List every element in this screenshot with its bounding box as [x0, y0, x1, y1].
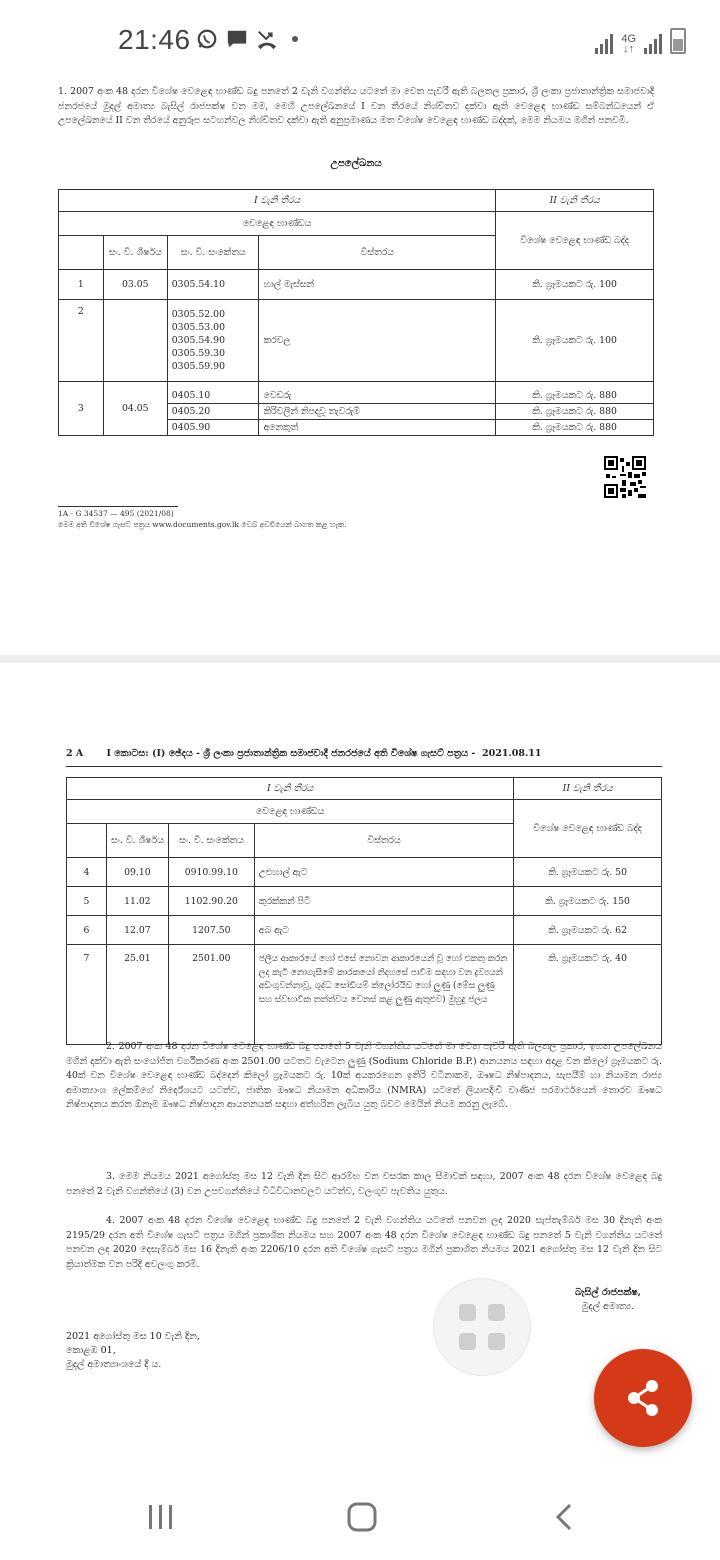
status-time: 21:46	[118, 24, 191, 55]
page-grid-button[interactable]	[434, 1279, 530, 1375]
row-code: 1207.50	[168, 916, 254, 945]
row-code: 0910.99.10	[168, 858, 254, 887]
row-number: 7	[67, 945, 107, 1045]
row-tax: කි. ග්‍රෑමයකට රු. 100	[496, 300, 654, 382]
row-tax: කි. ග්‍රෑමයකට රු. 880	[496, 404, 654, 420]
row-heading: 04.05	[103, 382, 167, 436]
whatsapp-icon	[196, 28, 218, 50]
row-description: උළුහාල් ඇට	[254, 858, 513, 887]
row-number: 1	[59, 270, 104, 300]
column-ii-header: II වැනි තීරය	[514, 778, 662, 800]
paragraph-1: 1. 2007 අංක 48 දරන විශේෂ වෙළෙඳ භාණ්ඩ බදු පනතේ 2 වැනි වගන්තිය යටතේ මා වෙත පැවරී ඇති බලතල ප්‍රකාර, ශ්‍රී ලංකා ප්‍රජාතාන්ත්‍රික සමාජවාදී ජනරජයේ මුදල් අමාත්‍ය බැසිල් රාජපක්ෂ වන මම, මෙහි උපලේඛනයේ I වන තීරයේ නිශ්චිතව දක්වා ඇති වෙළෙඳ භාණ්ඩ සම්බන්ධයෙන් ඒ උපලේඛනයේ II වන තීරයේ අනුරූප සටහන්වල නිශ්චිතව දක්වා ඇති අනුප්‍රමාණය මත විශේෂ වෙළෙඳ භාණ්ඩ බද්දක්, මෙම නියමය මගින් පනවමි.	[58, 86, 654, 126]
home-icon[interactable]	[345, 1500, 379, 1534]
row-description: අනෙකුත්	[259, 420, 496, 436]
recents-icon[interactable]	[146, 1502, 176, 1532]
tax-header: විශේෂ වෙළෙඳ භාණ්ඩ බද්ද	[496, 212, 654, 270]
more-notifications-dot	[292, 36, 298, 42]
schedule-table-1	[58, 189, 654, 436]
schedule-table-2	[66, 777, 662, 1045]
row-heading: 12.07	[106, 916, 168, 945]
row-tax: කි. ග්‍රෑමයකට රු. 40	[514, 945, 662, 1045]
row-heading	[103, 300, 167, 382]
row-heading: 11.02	[106, 887, 168, 916]
description-header: විස්තරය	[259, 236, 496, 270]
signer-name: බැසිල් රාජපක්ෂ,	[574, 1287, 641, 1298]
page-header: 2 A I කොටස: (I) ඡේදය - ශ්‍රී ලංකා ප්‍රජාතාන්ත්‍රික සමාජවාදී ජනරජයේ අති විශේෂ ගැසට් පත්‍රය - 2021.08.11	[66, 748, 542, 759]
footer-note: මෙම අති විශේෂ ගැසට් පත්‍රය www.documents.gov.lk වෙබ් අඩවියෙන් බාගත කළ හැක.	[58, 520, 347, 529]
row-description: ජලීය ආකාරයේ හෝ එසේ නොවන ආකාරයෙන් වූ හෝ එකතු කරන ලද කැටි නොගැසීමේ කාරකයෝ නිදහසේ පාවීම සඳහා වන ද්‍රව්‍යයන් අඩංගුවන්නාවූ, ශුද්ධ සෝඩියම් ක්ලෝරයිඩ හෝ ලුණු (මේස ලුණු සහ ස්වභාවික තත්ත්වය වෙනස් කළ ලුණු ඇතුළුව) මුහුදු ජලය	[254, 945, 513, 1045]
row-number: 6	[67, 916, 107, 945]
table-row	[67, 916, 662, 945]
signature-block	[560, 1286, 656, 1314]
row-code: 0305.52.00 0305.53.00 0305.54.90 0305.59.30 0305.59.90	[167, 300, 259, 382]
row-tax: කි. ග්‍රෑමයකට රු. 150	[514, 887, 662, 916]
paragraph-3: 3. මෙම නියමය 2021 අගෝස්තු මස 12 වැනි දින සිට ආරම්භ වන වසරක කාල සීමාවක් සඳහා, 2007 අංක 48 දරන විශේෂ වෙළෙඳ බදු පනතේ 2 වැනි වගන්තියේ (3) වන උපවගන්තියේ විධිවිධානවලට යටත්ව, වලංගුව පැවතිය යුතුය.	[66, 1171, 662, 1197]
table-row	[67, 945, 662, 1045]
row-heading: 09.10	[106, 858, 168, 887]
date-line: 2021 අගෝස්තු මස 10 වැනි දින,	[66, 1331, 200, 1342]
row-code: 1102.90.20	[168, 887, 254, 916]
notification-icons	[196, 28, 298, 50]
row-description: අබ ඇට	[254, 916, 513, 945]
battery-icon	[670, 28, 686, 54]
row-number: 4	[67, 858, 107, 887]
signer-title: මුදල් අමාත්‍ය.	[581, 1301, 635, 1312]
code-header: සං. වි. සංකේතය	[168, 824, 254, 858]
description-header: විස්තරය	[254, 824, 513, 858]
signal-icon	[644, 34, 662, 54]
network-type: 4G ↓↑	[621, 33, 636, 55]
heading-header: සං. වි. ශීර්ෂය	[103, 236, 167, 270]
row-description: කරවල	[259, 300, 496, 382]
row-code: 0305.54.10	[167, 270, 259, 300]
missed-call-icon	[256, 28, 278, 50]
row-code: 0405.90	[167, 420, 259, 436]
office-line: මුදල් අමාත්‍යාංශයේ දී ය.	[66, 1359, 162, 1370]
share-button[interactable]	[594, 1349, 692, 1447]
row-number: 5	[67, 887, 107, 916]
navigation-bar	[0, 1470, 720, 1560]
row-description: කුරක්කන් පිටි	[254, 887, 513, 916]
table-row	[67, 858, 662, 887]
message-icon	[226, 28, 248, 50]
table-row	[59, 382, 654, 404]
row-tax: කි. ග්‍රෑමයකට රු. 50	[514, 858, 662, 887]
row-description: වෙඩරු	[259, 382, 496, 404]
row-tax: කි. ග්‍රෑමයකට රු. 880	[496, 382, 654, 404]
column-ii-header: II වැනි තීරය	[496, 190, 654, 212]
tax-header: විශේෂ වෙළෙඳ භාණ්ඩ බද්ද	[514, 800, 662, 858]
column-i-header: I වැනි තීරය	[59, 190, 496, 212]
paragraph-4: 4. 2007 අංක 48 දරන විශේෂ වෙළෙඳ භාණ්ඩ බදු පනතේ 2 වැනි වගන්තිය යටතේ පනවන ලද 2020 සැප්තැම්බර් මස 30 දිනැති අංක 2195/29 දරන අති විශේෂ ගැසට් පත්‍රය මගින් ප්‍රකාශිත නියමය සහ 2007 අංක 48 දරන විශේෂ වෙළෙඳ භාණ්ඩ බදු පනතේ 5 වැනි වගන්තිය යටතේ පනවන ලද 2020 දෙසැම්බර් මස 16 දිනැති අංක 2206/10 දරන අති විශේෂ ගැසට් පත්‍රය මගින් ප්‍රකාශිත නියමය 2021 අගෝස්තු මස 12 වැනි දින සිට ක්‍රියාත්මක වන පරිදි අවලංගු කරමි.	[66, 1215, 662, 1270]
table-row	[67, 887, 662, 916]
row-heading: 03.05	[103, 270, 167, 300]
row-code: 0405.20	[167, 404, 259, 420]
paragraph-2: 2. 2007 අංක 48 දරන විශේෂ වෙළෙඳ භාණ්ඩ බදු පනතේ 5 වැනි වගන්තිය යටතේ මා වෙත පැවරී ඇති බලතල ප්‍රකාර, ඉහත උපලේඛනය මගින් දක්වා ඇති සංයෝජිත වර්ගීකරණ අංක 2501.00 යටතට වැටෙන ලුණු (Sodium Chloride B.P.) ආනයනය සඳහා අදාළ වන කිලෝ ග්‍රෑමයකට රු. 40ක් වන විශේෂ වෙළෙඳ භාණ්ඩ බද්දෙන් කිලෝ ග්‍රෑමයකට රු. 10ක් අයකරගෙන ඉතිරි වටිනාකම, ඖෂධ නිෂ්පාදනය, සැපයීම් හා නියාමන රාජ්‍ය අමාත්‍යාංශ ලේකම්ගේ නිර්දේශයට යටත්ව, ජාතික ඖෂධ නියාමන අධිකාරිය (NMRA) යටතේ ලියාපදිංචි වාණිජ පරමාර්ථයෙන් තොරව ඖෂධ නිෂ්පාදනය කරන ඕනෑම ඖෂධ නිෂ්පාදන ආයතනයක් සඳහා අත්හරින ලැබිය යුතු බවට මෙයින් නියම කරනු ලැබේ.	[66, 1041, 662, 1110]
row-number: 3	[59, 382, 104, 436]
system-status	[595, 28, 686, 54]
place-line: කොළඹ 01,	[66, 1345, 116, 1356]
row-tax: කි. ග්‍රෑමයකට රු. 880	[496, 420, 654, 436]
code-header: සං. වි. සංකේතය	[167, 236, 259, 270]
share-icon	[594, 1349, 692, 1447]
row-tax: කි. ග්‍රෑමයකට රු. 62	[514, 916, 662, 945]
signal-icon	[595, 34, 613, 54]
date-block	[66, 1330, 200, 1372]
qr-code	[604, 456, 646, 498]
heading-header: සං. වි. ශීර්ෂය	[106, 824, 168, 858]
row-description: හාල් මැස්සන්	[259, 270, 496, 300]
row-code: 0405.10	[167, 382, 259, 404]
header-rule	[66, 766, 662, 767]
table-row	[59, 270, 654, 300]
column-i-header: I වැනි තීරය	[67, 778, 514, 800]
goods-header: වෙළෙඳ භාණ්ඩය	[67, 800, 514, 824]
row-number: 2	[59, 300, 104, 382]
row-tax: කි. ග්‍රෑමයකට රු. 100	[496, 270, 654, 300]
page-separator	[0, 655, 720, 663]
schedule-title: උපලේඛනය	[330, 158, 382, 169]
back-icon[interactable]	[550, 1502, 580, 1532]
row-heading: 25.01	[106, 945, 168, 1045]
status-bar	[0, 0, 720, 80]
table-row	[59, 300, 654, 382]
row-code: 2501.00	[168, 945, 254, 1045]
row-description: කිරිවලින් නිපදවූ තැවරුම්	[259, 404, 496, 420]
footer-ref: 1A - G 34537 — 495 (2021/08)	[58, 509, 174, 518]
footer-rule	[58, 506, 178, 507]
page-footer	[58, 508, 347, 530]
goods-header: වෙළෙඳ භාණ්ඩය	[59, 212, 496, 236]
